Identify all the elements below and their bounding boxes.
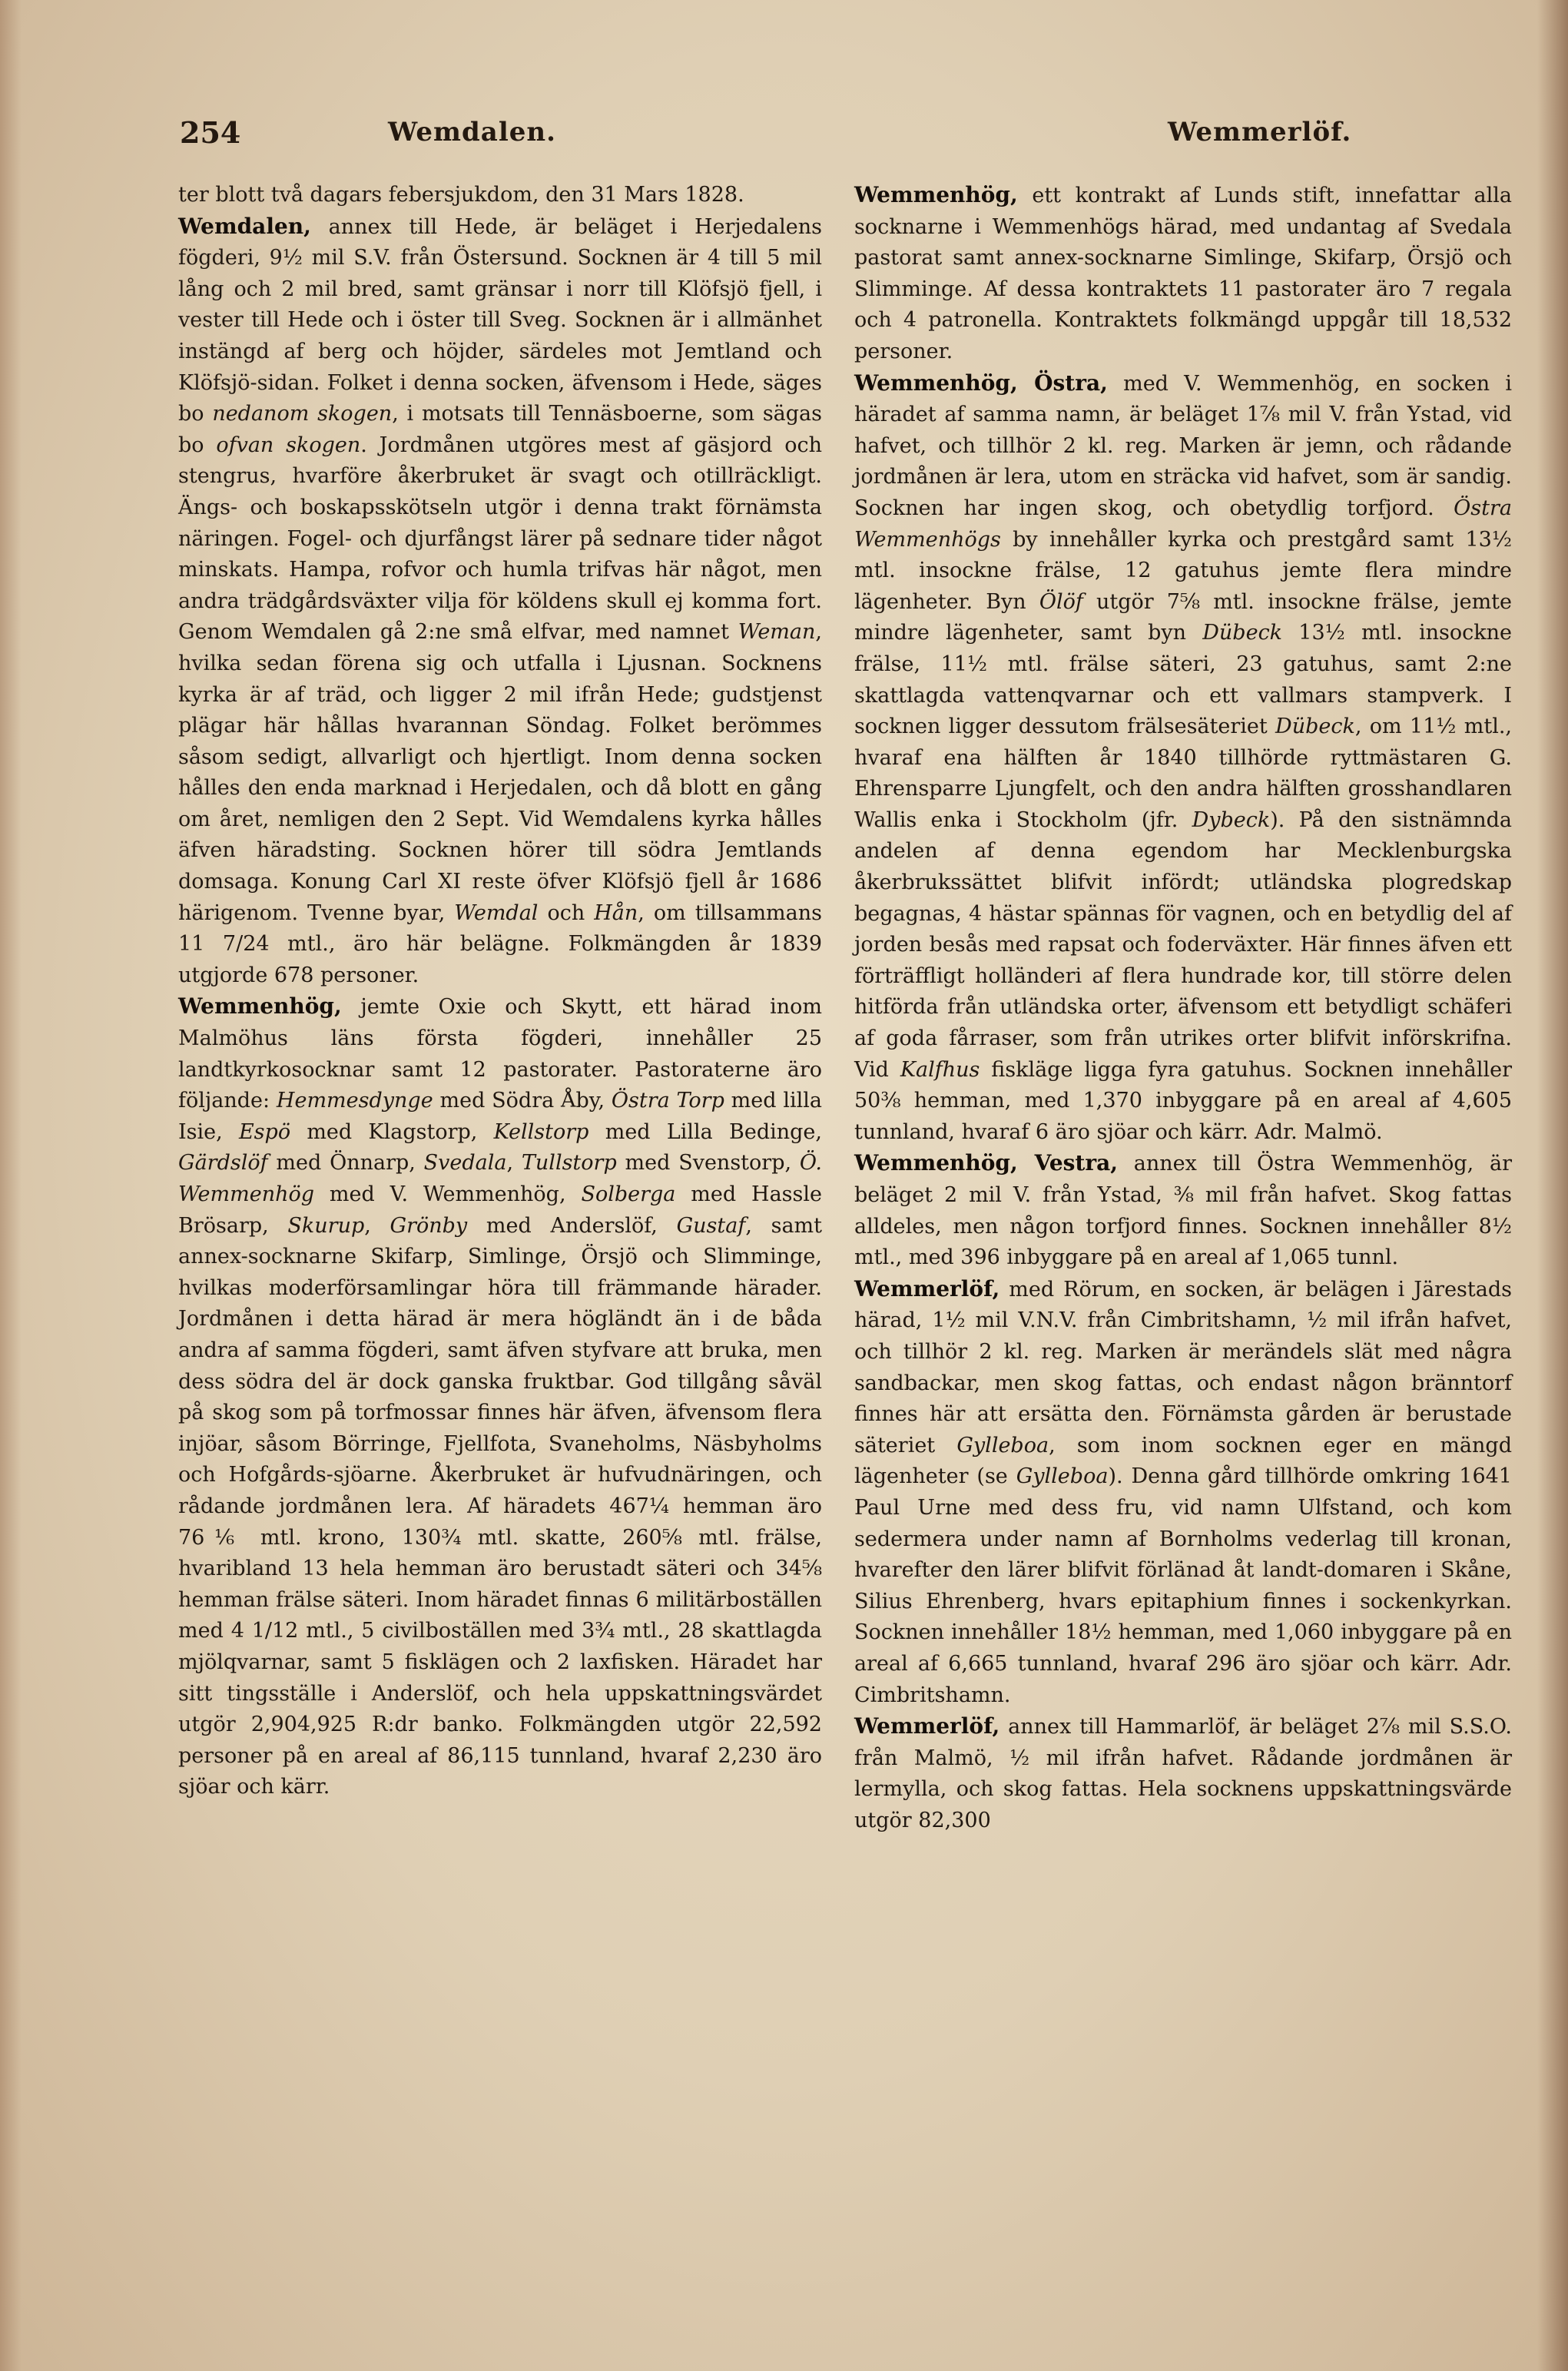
entry-headword: Wemmenhög, Östra, <box>854 370 1108 396</box>
right-running-head: Wemmerlöf. <box>1168 117 1352 148</box>
page-number: 254 <box>180 115 241 150</box>
entry-wemmenhog-harad: Wemmenhög, jemte Oxie och Skytt, ett härad inom Malmöhus läns första fögderi, innehåller 25 landtkyrkosocknar samt 12 pastorater. Pastoraterne äro följande: Hemmesdynge med Södra Åby, Östra Torp med lilla Isie, Espö med Klagstorp, Kellstorp med Lilla Bedinge, Gärdslöf med Önnarp, Svedala, Tullstorp med Svenstorp, Ö. Wemmenhög med V. Wemmenhög, Solberga med Hassle Brösarp, Skurup, Grönby med Anderslöf, Gustaf, samt annex-socknarne Skifarp, Simlinge, Örsjö och Slimminge, hvilkas moderförsamlingar höra till främmande härader. Jordmånen i detta härad är mera högländt än i de båda andra af samma fögderi, samt äfven styfvare att bruka, men dess södra del är dock ganska fruktbar. God tillgång såväl på skog som på torfmossar finnes här äfven, äfvensom flera injöar, såsom Börringe, Fjellfota, Svaneholms, Näsbyholms och Hofgårds-sjöarne. Åkerbruket är hufvudnäringen, och rådande jordmånen lera. Af häradets 467¼ hemman äro 76⅙ mtl. krono, 130¾ mtl. skatte, 260⅝ mtl. frälse, hvaribland 13 hela hemman äro berustadt säteri och 34⅝ hemman frälse säteri. Inom häradet finnas 6 militärboställen med 4 1/12 mtl., 5 civilboställen med 3¾ mtl., 28 skattlagda mjölqvarnar, samt 5 fisklägen och 2 laxfisken. Häradet har sitt tingsställe i Anderslöf, och hela uppskattningsvärdet utgör 2,904,925 R:dr banko. Folkmängden utgör 22,592 personer på en areal af 86,115 tunnland, hvaraf 2,230 äro sjöar och kärr. <box>178 993 823 1799</box>
entry-wemmenhog-vestra: Wemmenhög, Vestra, annex till Östra Wemmenhög, är beläget 2 mil V. från Ystad, ⅜ mil från hafvet. Skog fattas alldeles, men någon torfjord finnes. Socknen innehåller 8½ mtl., med 396 inbyggare på en areal af 1,065 tunnl. <box>854 1150 1512 1270</box>
left-column <box>178 180 822 1803</box>
entry-wemmerlof-jarestad: Wemmerlöf, med Rörum, en socken, är belägen i Järestads härad, 1½ mil V.N.V. från Cimbritshamn, ½ mil ifrån hafvet, och tillhör 2 kl. reg. Marken är merändels slät med några sandbackar, men skog fattas, och endast någon bränntorf finnes här att ersätta den. Förnämsta gården är berustade säteriet Gylleboa, som inom socknen eger en mängd lägenheter (se Gylleboa). Denna gård tillhörde omkring 1641 Paul Urne med dess fru, vid namn Ulfstand, och kom sedermera under namn af Bornholms vederlag till kronan, hvarefter den lärer blifvit förlänad åt landt-domaren i Skåne, Silius Ehrenberg, hvars epitaphium finnes i sockenkyrkan. Socknen innehåller 18½ hemman, med 1,060 inbyggare på en areal af 6,665 tunnland, hvaraf 296 äro sjöar och kärr. Adr. Cimbritshamn. <box>854 1275 1512 1707</box>
entry-wemmenhog-kontrakt: Wemmenhög, ett kontrakt af Lunds stift, innefattar alla socknarne i Wemmenhögs härad, med undantag af Svedala pastorat samt annex-socknarne Simlinge, Skifarp, Örsjö och Slimminge. Af dessa kontraktets 11 pastorater äro 7 regala och 4 patronella. Kontraktets folkmängd uppgår till 18,532 personer. <box>854 182 1512 363</box>
page-edge-shadow <box>0 0 22 2371</box>
entry-headword: Wemdalen, <box>178 213 311 239</box>
entry-wemdalen: Wemdalen, annex till Hede, är beläget i Herjedalens fögderi, 9½ mil S.V. från Östersund. Socknen är 4 till 5 mil lång och 2 mil bred, samt gränsar i norr till Klöfsjö fjell, i vester till Hede och i öster till Sveg. Socknen är i allmänhet instängd af berg och höjder, särdeles mot Jemtland och Klöfsjö-sidan. Folket i denna socken, äfvensom i Hede, säges bo nedanom skogen, i motsats till Tennäsboerne, som sägas bo ofvan skogen. Jordmånen utgöres mest af gäsjord och stengrus, hvarföre åkerbruket är svagt och otillräckligt. Ängs- och boskapsskötseln utgör i denna trakt förnämsta näringen. Fogel- och djurfångst lärer på sednare tider något minskats. Hampa, rofvor och humla trifvas här något, men andra trädgårdsväxter vilja för köldens skull ej komma fort. Genom Wemdalen gå 2:ne små elfvar, med namnet Weman, hvilka sedan förena sig och utfalla i Ljusnan. Socknens kyrka är af träd, och ligger 2 mil ifrån Hede; gudstjenst plägar här hållas hvarannan Söndag. Folket berömmes såsom sedigt, allvarligt och hjertligt. Inom denna socken hålles den enda marknad i Herjedalen, och då blott en gång om året, nemligen den 2 Sept. Vid Wemdalens kyrka hålles äfven häradsting. Socknen hörer till södra Jemtlands domsaga. Konung Carl XI reste öfver Klöfsjö fjell år 1686 härigenom. Tvenne byar, Wemdal och Hån, om tillsammans 11 7/24 mtl., äro här belägne. Folkmängden år 1839 utgjorde 678 personer. <box>178 213 823 987</box>
running-header <box>0 115 1568 154</box>
entry-wemmerlof-annex: Wemmerlöf, annex till Hammarlöf, är beläget 2⅞ mil S.S.O. från Malmö, ½ mil ifrån hafvet. Rådande jordmånen är lermylla, och skog fattas. Hela socknens uppskattningsvärde utgör 82,300 <box>854 1713 1512 1832</box>
entry-headword: Wemmenhög, Vestra, <box>854 1150 1118 1176</box>
left-running-head: Wemdalen. <box>388 117 556 148</box>
entry-wemmenhog-ostra: Wemmenhög, Östra, med V. Wemmenhög, en socken i häradet af samma namn, är beläget 1⅞ mil V. från Ystad, vid hafvet, och tillhör 2 kl. reg. Marken är jemn, och rådande jordmånen är lera, utom en sträcka vid hafvet, som är sandig. Socknen har ingen skog, och obetydlig torfjord. Östra Wemmenhögs by innehåller kyrka och prestgård samt 13½ mtl. insockne frälse, 12 gatuhus jemte flera mindre lägenheter. Byn Ölöf utgör 7⅝ mtl. insockne frälse, jemte mindre lägenheter, samt byn Dübeck 13½ mtl. insockne frälse, 11½ mtl. frälse säteri, 23 gatuhus, samt 2:ne skattlagda vattenqvarnar och ett vallmars stampverk. I socknen ligger dessutom frälsesäteriet Dübeck, om 11½ mtl., hvaraf ena hälften år 1840 tillhörde ryttmästaren G. Ehrensparre Ljungfelt, och den andra hälften grosshandlaren Wallis enka i Stockholm (jfr. Dybeck). På den sistnämnda andelen af denna egendom har Mecklenburgska åkerbrukssättet blifvit infördt; utländska plogredskap begagnas, 4 hästar spännas för vagnen, och en betydlig del af jorden besås med rapsat och foderväxter. Här finnes äfven ett förträffligt holländeri af flera hundrade kor, till större delen hitförda från utländska orter, äfvensom ett betydligt schäferi af goda fårraser, som från utrikes orter blifvit införskrifna. Vid Kalfhus fiskläge ligga fyra gatuhus. Socknen innehåller 50⅜ hemman, med 1,370 inbyggare på en areal af 4,605 tunnland, hvaraf 6 äro sjöar och kärr. Adr. Malmö. <box>854 370 1513 1144</box>
entry-headword: Wemmenhög, <box>178 993 342 1020</box>
entry-headword: Wemmerlöf, <box>854 1275 1000 1302</box>
entry-headword: Wemmenhög, <box>854 182 1018 207</box>
entry-headword: Wemmerlöf, <box>854 1713 1000 1739</box>
entry-continuation: ter blott två dagars febersjukdom, den 31 Mars 1828. <box>178 183 744 207</box>
right-column <box>854 180 1512 1836</box>
